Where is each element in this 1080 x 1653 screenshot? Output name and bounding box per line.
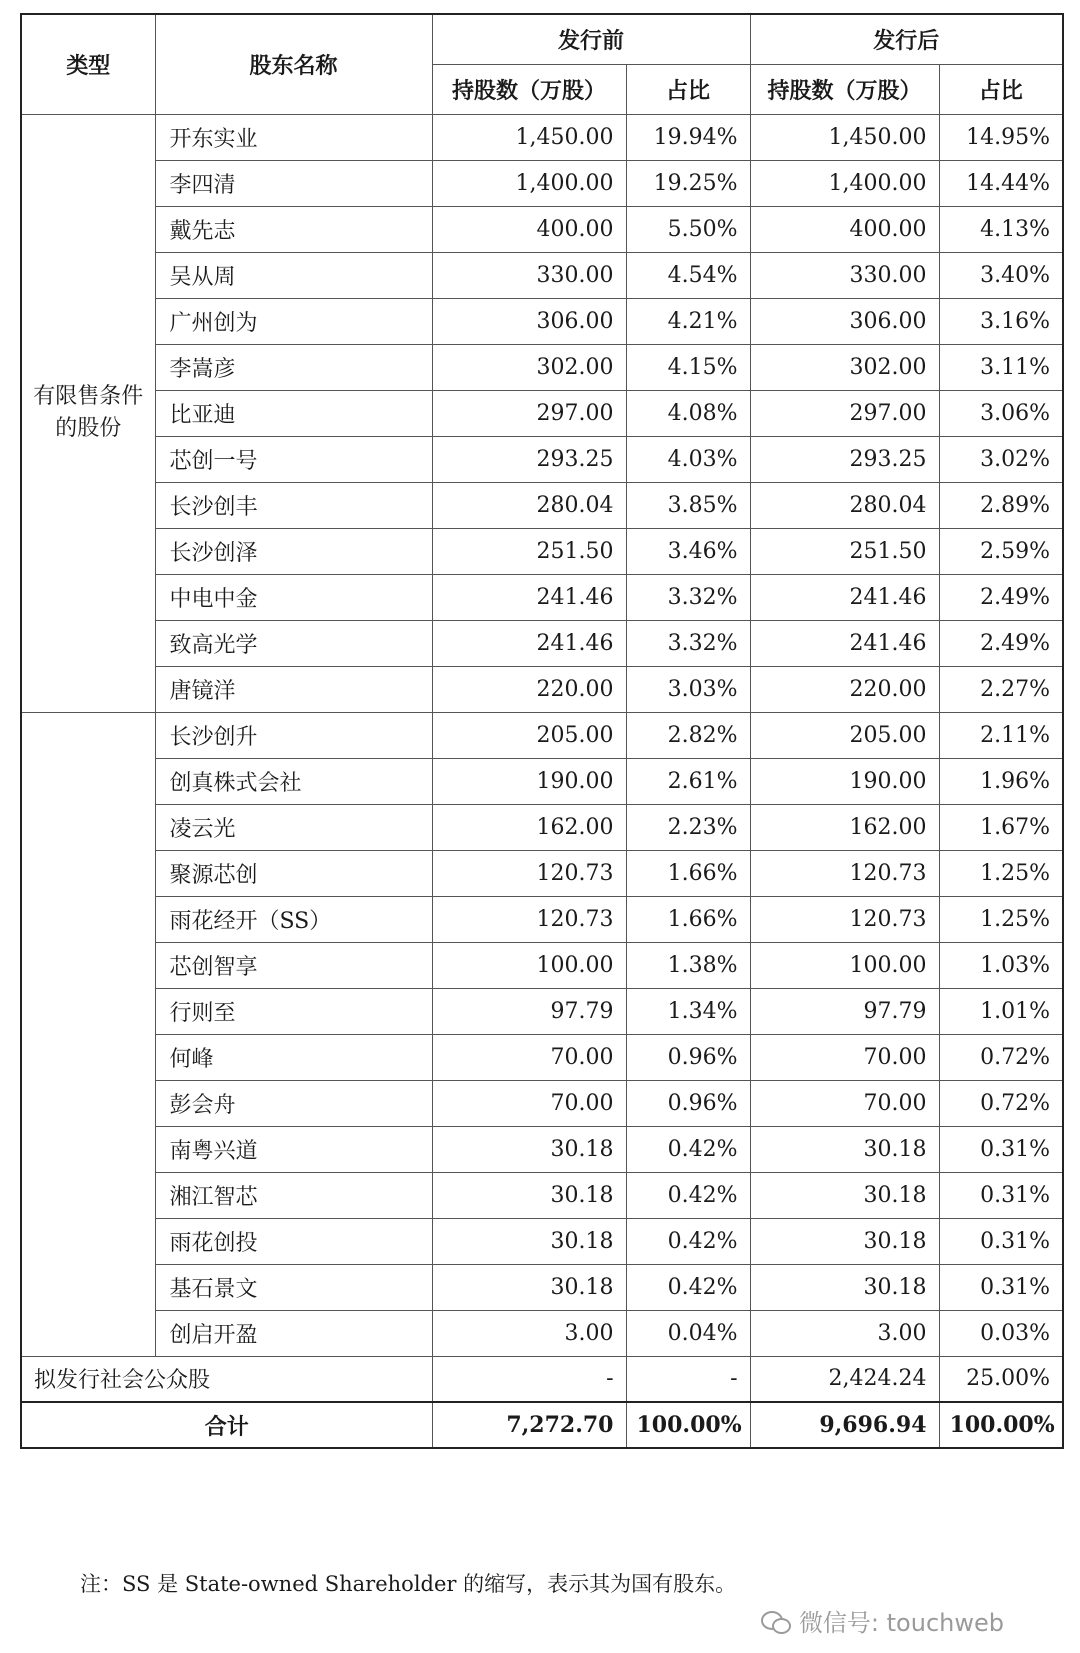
after-shares: 400.00 <box>750 206 939 252</box>
shareholder-name: 湘江智芯 <box>155 1172 432 1218</box>
before-ratio: 2.61% <box>626 758 750 804</box>
shareholder-name: 戴先志 <box>155 206 432 252</box>
after-ratio: 3.11% <box>939 344 1063 390</box>
shareholder-name: 彭会舟 <box>155 1080 432 1126</box>
before-ratio: 0.42% <box>626 1172 750 1218</box>
after-shares: 30.18 <box>750 1264 939 1310</box>
before-ratio: 3.85% <box>626 482 750 528</box>
shareholder-name: 长沙创泽 <box>155 528 432 574</box>
before-ratio: 3.32% <box>626 620 750 666</box>
table-row <box>21 206 1063 252</box>
after-shares: 120.73 <box>750 850 939 896</box>
after-shares: 97.79 <box>750 988 939 1034</box>
header-after-ratio: 占比 <box>939 64 1063 114</box>
after-shares: 302.00 <box>750 344 939 390</box>
shareholder-name: 雨花经开（SS） <box>155 896 432 942</box>
watermark-text: 微信号: touchweb <box>798 1609 1004 1637</box>
wechat-icon <box>761 1609 791 1633</box>
total-row <box>21 1402 1063 1448</box>
before-shares: 220.00 <box>432 666 626 712</box>
table-row <box>21 344 1063 390</box>
after-ratio: 2.27% <box>939 666 1063 712</box>
before-shares: 302.00 <box>432 344 626 390</box>
before-shares: 1,450.00 <box>432 114 626 160</box>
after-shares: 241.46 <box>750 574 939 620</box>
watermark <box>761 1603 1004 1638</box>
table-body <box>21 114 1063 1448</box>
total-after-shares: 9,696.94 <box>750 1402 939 1448</box>
before-ratio: 1.66% <box>626 896 750 942</box>
public-offering-row <box>21 1356 1063 1402</box>
before-shares: 400.00 <box>432 206 626 252</box>
before-shares: 30.18 <box>432 1172 626 1218</box>
public-before-ratio: - <box>626 1356 750 1402</box>
before-ratio: 2.82% <box>626 712 750 758</box>
table-row <box>21 1172 1063 1218</box>
shareholder-name: 行则至 <box>155 988 432 1034</box>
after-shares: 120.73 <box>750 896 939 942</box>
after-shares: 100.00 <box>750 942 939 988</box>
after-ratio: 0.03% <box>939 1310 1063 1356</box>
before-ratio: 4.03% <box>626 436 750 482</box>
shareholder-name: 雨花创投 <box>155 1218 432 1264</box>
before-ratio: 3.03% <box>626 666 750 712</box>
table-row <box>21 482 1063 528</box>
shareholding-table <box>20 13 1064 1449</box>
after-ratio: 0.31% <box>939 1264 1063 1310</box>
after-ratio: 0.31% <box>939 1172 1063 1218</box>
table-row <box>21 758 1063 804</box>
after-shares: 190.00 <box>750 758 939 804</box>
table-row <box>21 1218 1063 1264</box>
table-row <box>21 620 1063 666</box>
table-row <box>21 436 1063 482</box>
shareholder-name: 开东实业 <box>155 114 432 160</box>
header-before: 发行前 <box>432 14 750 64</box>
after-ratio: 4.13% <box>939 206 1063 252</box>
type-restricted: 有限售条件的股份 <box>21 114 155 712</box>
after-ratio: 0.72% <box>939 1080 1063 1126</box>
after-ratio: 3.06% <box>939 390 1063 436</box>
after-shares: 30.18 <box>750 1126 939 1172</box>
header-after: 发行后 <box>750 14 1063 64</box>
table-row <box>21 298 1063 344</box>
table-row <box>21 1310 1063 1356</box>
footnote: 注：SS 是 State-owned Shareholder 的缩写，表示其为国有股东。 <box>80 1572 737 1596</box>
before-ratio: 2.23% <box>626 804 750 850</box>
before-shares: 306.00 <box>432 298 626 344</box>
after-ratio: 2.49% <box>939 620 1063 666</box>
total-before-shares: 7,272.70 <box>432 1402 626 1448</box>
after-ratio: 3.16% <box>939 298 1063 344</box>
shareholder-name: 唐镜洋 <box>155 666 432 712</box>
after-ratio: 3.40% <box>939 252 1063 298</box>
before-shares: 162.00 <box>432 804 626 850</box>
shareholder-name: 比亚迪 <box>155 390 432 436</box>
before-shares: 70.00 <box>432 1080 626 1126</box>
shareholder-name: 致高光学 <box>155 620 432 666</box>
header-before-ratio: 占比 <box>626 64 750 114</box>
before-shares: 205.00 <box>432 712 626 758</box>
before-ratio: 19.94% <box>626 114 750 160</box>
after-ratio: 1.25% <box>939 850 1063 896</box>
header-before-shares: 持股数（万股） <box>432 64 626 114</box>
after-shares: 1,450.00 <box>750 114 939 160</box>
after-shares: 306.00 <box>750 298 939 344</box>
after-ratio: 14.44% <box>939 160 1063 206</box>
header-name: 股东名称 <box>155 14 432 114</box>
before-ratio: 4.15% <box>626 344 750 390</box>
total-after-ratio: 100.00% <box>939 1402 1063 1448</box>
shareholder-name: 何峰 <box>155 1034 432 1080</box>
table-row <box>21 896 1063 942</box>
before-shares: 330.00 <box>432 252 626 298</box>
after-ratio: 1.96% <box>939 758 1063 804</box>
before-shares: 241.46 <box>432 620 626 666</box>
before-shares: 70.00 <box>432 1034 626 1080</box>
shareholder-name: 广州创为 <box>155 298 432 344</box>
before-ratio: 1.38% <box>626 942 750 988</box>
table-row <box>21 390 1063 436</box>
before-shares: 30.18 <box>432 1264 626 1310</box>
after-shares: 162.00 <box>750 804 939 850</box>
public-after-ratio: 25.00% <box>939 1356 1063 1402</box>
table-row <box>21 574 1063 620</box>
after-ratio: 1.01% <box>939 988 1063 1034</box>
before-shares: 100.00 <box>432 942 626 988</box>
table-row <box>21 712 1063 758</box>
before-shares: 30.18 <box>432 1218 626 1264</box>
table-row <box>21 160 1063 206</box>
before-shares: 30.18 <box>432 1126 626 1172</box>
total-label: 合计 <box>21 1402 432 1448</box>
table-row <box>21 666 1063 712</box>
after-ratio: 14.95% <box>939 114 1063 160</box>
before-shares: 3.00 <box>432 1310 626 1356</box>
shareholder-name: 基石景文 <box>155 1264 432 1310</box>
after-shares: 330.00 <box>750 252 939 298</box>
table-row <box>21 1034 1063 1080</box>
after-ratio: 0.31% <box>939 1126 1063 1172</box>
after-shares: 205.00 <box>750 712 939 758</box>
before-ratio: 4.54% <box>626 252 750 298</box>
before-shares: 241.46 <box>432 574 626 620</box>
before-ratio: 0.42% <box>626 1264 750 1310</box>
after-ratio: 0.31% <box>939 1218 1063 1264</box>
before-shares: 297.00 <box>432 390 626 436</box>
after-shares: 251.50 <box>750 528 939 574</box>
table-row <box>21 804 1063 850</box>
after-shares: 70.00 <box>750 1080 939 1126</box>
before-ratio: 0.96% <box>626 1034 750 1080</box>
before-shares: 1,400.00 <box>432 160 626 206</box>
public-after-shares: 2,424.24 <box>750 1356 939 1402</box>
table-row <box>21 114 1063 160</box>
public-before-shares: - <box>432 1356 626 1402</box>
before-shares: 190.00 <box>432 758 626 804</box>
table-row <box>21 1126 1063 1172</box>
shareholder-name: 芯创一号 <box>155 436 432 482</box>
header-after-shares: 持股数（万股） <box>750 64 939 114</box>
table-row <box>21 1080 1063 1126</box>
after-shares: 30.18 <box>750 1218 939 1264</box>
shareholder-name: 吴从周 <box>155 252 432 298</box>
shareholder-name: 李四清 <box>155 160 432 206</box>
before-ratio: 19.25% <box>626 160 750 206</box>
before-ratio: 4.21% <box>626 298 750 344</box>
table-row <box>21 988 1063 1034</box>
after-shares: 1,400.00 <box>750 160 939 206</box>
table-row <box>21 850 1063 896</box>
shareholder-name: 南粤兴道 <box>155 1126 432 1172</box>
before-shares: 280.04 <box>432 482 626 528</box>
after-ratio: 1.25% <box>939 896 1063 942</box>
before-ratio: 0.42% <box>626 1126 750 1172</box>
shareholder-name: 中电中金 <box>155 574 432 620</box>
after-shares: 293.25 <box>750 436 939 482</box>
table-row <box>21 252 1063 298</box>
table-row <box>21 942 1063 988</box>
before-ratio: 3.46% <box>626 528 750 574</box>
after-shares: 70.00 <box>750 1034 939 1080</box>
before-shares: 120.73 <box>432 850 626 896</box>
shareholder-name: 凌云光 <box>155 804 432 850</box>
after-shares: 297.00 <box>750 390 939 436</box>
total-before-ratio: 100.00% <box>626 1402 750 1448</box>
shareholding-table-container <box>20 13 1062 1449</box>
table-row <box>21 528 1063 574</box>
before-shares: 293.25 <box>432 436 626 482</box>
shareholder-name: 长沙创丰 <box>155 482 432 528</box>
after-ratio: 1.67% <box>939 804 1063 850</box>
shareholder-name: 芯创智享 <box>155 942 432 988</box>
header-type: 类型 <box>21 14 155 114</box>
shareholder-name: 创真株式会社 <box>155 758 432 804</box>
before-ratio: 5.50% <box>626 206 750 252</box>
shareholder-name: 长沙创升 <box>155 712 432 758</box>
public-offering-label: 拟发行社会公众股 <box>21 1356 432 1402</box>
before-shares: 97.79 <box>432 988 626 1034</box>
after-ratio: 2.89% <box>939 482 1063 528</box>
before-ratio: 1.66% <box>626 850 750 896</box>
after-ratio: 3.02% <box>939 436 1063 482</box>
before-ratio: 0.42% <box>626 1218 750 1264</box>
shareholder-name: 创启开盈 <box>155 1310 432 1356</box>
after-shares: 241.46 <box>750 620 939 666</box>
before-ratio: 4.08% <box>626 390 750 436</box>
before-shares: 120.73 <box>432 896 626 942</box>
after-ratio: 0.72% <box>939 1034 1063 1080</box>
after-shares: 30.18 <box>750 1172 939 1218</box>
before-shares: 251.50 <box>432 528 626 574</box>
type-continued <box>21 712 155 1356</box>
after-shares: 220.00 <box>750 666 939 712</box>
before-ratio: 0.04% <box>626 1310 750 1356</box>
after-shares: 280.04 <box>750 482 939 528</box>
after-ratio: 1.03% <box>939 942 1063 988</box>
before-ratio: 3.32% <box>626 574 750 620</box>
before-ratio: 1.34% <box>626 988 750 1034</box>
shareholder-name: 李嵩彦 <box>155 344 432 390</box>
after-ratio: 2.59% <box>939 528 1063 574</box>
after-ratio: 2.49% <box>939 574 1063 620</box>
table-row <box>21 1264 1063 1310</box>
shareholder-name: 聚源芯创 <box>155 850 432 896</box>
after-ratio: 2.11% <box>939 712 1063 758</box>
before-ratio: 0.96% <box>626 1080 750 1126</box>
after-shares: 3.00 <box>750 1310 939 1356</box>
